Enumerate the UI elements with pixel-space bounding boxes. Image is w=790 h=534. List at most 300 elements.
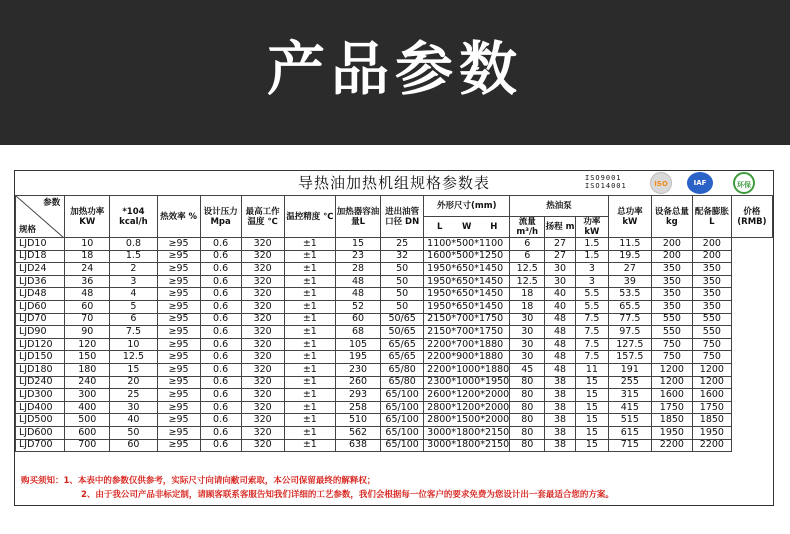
table-cell: ≥95 xyxy=(157,426,200,439)
table-cell: 25 xyxy=(110,389,157,402)
table-cell: 320 xyxy=(241,401,284,414)
table-cell: 15 xyxy=(335,238,380,251)
table-cell: 36 xyxy=(65,275,110,288)
table-cell: ±1 xyxy=(284,426,335,439)
table-cell: 6 xyxy=(510,250,545,263)
table-cell: 320 xyxy=(241,288,284,301)
table-cell: 258 xyxy=(335,401,380,414)
table-cell: 320 xyxy=(241,363,284,376)
table-cell: 80 xyxy=(510,376,545,389)
dim-w-label: W xyxy=(462,222,472,232)
table-cell: 200 xyxy=(651,238,692,251)
table-cell: ±1 xyxy=(284,439,335,452)
table-cell: 195 xyxy=(335,351,380,364)
dim-l-label: L xyxy=(437,222,443,232)
table-cell: 293 xyxy=(335,389,380,402)
spec-table xyxy=(15,195,773,452)
table-cell: 30 xyxy=(510,313,545,326)
table-row xyxy=(16,313,773,326)
table-cell: 12.5 xyxy=(110,351,157,364)
table-cell: 157.5 xyxy=(608,351,651,364)
table-cell: ±1 xyxy=(284,389,335,402)
table-cell: 1750 xyxy=(651,401,692,414)
purchase-notes xyxy=(15,471,773,507)
table-cell: 65/100 xyxy=(381,389,424,402)
table-cell: 18 xyxy=(65,250,110,263)
table-cell: ±1 xyxy=(284,414,335,427)
table-cell: 5.5 xyxy=(575,288,608,301)
table-cell: 320 xyxy=(241,439,284,452)
col-dim-lwh xyxy=(424,217,510,238)
table-cell: 15 xyxy=(575,414,608,427)
table-cell: 1850 xyxy=(692,414,731,427)
table-cell: 48 xyxy=(545,313,576,326)
table-cell: 1750 xyxy=(692,401,731,414)
table-cell: 2800*1200*2000 xyxy=(424,401,510,414)
table-cell: 1.5 xyxy=(575,238,608,251)
table-cell: 320 xyxy=(241,414,284,427)
table-cell: 10 xyxy=(110,338,157,351)
table-row xyxy=(16,263,773,276)
iso-line: ISO9001 xyxy=(585,174,622,182)
model-label: 规格 xyxy=(19,225,37,235)
table-row xyxy=(16,300,773,313)
table-cell: ±1 xyxy=(284,313,335,326)
table-cell: 40 xyxy=(110,414,157,427)
table-cell: 18 xyxy=(510,300,545,313)
table-cell: 1950 xyxy=(692,426,731,439)
table-cell: 0.6 xyxy=(200,426,241,439)
model-cell: LJD600 xyxy=(16,426,65,439)
table-cell: 30 xyxy=(510,338,545,351)
iso-certifications xyxy=(585,174,627,190)
table-cell: 3000*1800*2150 xyxy=(424,426,510,439)
model-cell: LJD150 xyxy=(16,351,65,364)
table-cell: 1950*650*1450 xyxy=(424,288,510,301)
table-cell: 80 xyxy=(510,439,545,452)
table-cell: 65/100 xyxy=(381,414,424,427)
table-cell: 562 xyxy=(335,426,380,439)
col-lift: 扬程 m xyxy=(545,217,576,238)
table-cell: 320 xyxy=(241,313,284,326)
table-cell: 1200 xyxy=(692,363,731,376)
table-cell: 350 xyxy=(651,275,692,288)
table-cell: ≥95 xyxy=(157,414,200,427)
table-cell: ±1 xyxy=(284,300,335,313)
table-cell: 230 xyxy=(335,363,380,376)
table-cell: 615 xyxy=(608,426,651,439)
table-cell: 50 xyxy=(110,426,157,439)
table-cell: 65/65 xyxy=(381,351,424,364)
table-cell: 77.5 xyxy=(608,313,651,326)
table-cell: 0.8 xyxy=(110,238,157,251)
table-cell: ≥95 xyxy=(157,338,200,351)
header-banner xyxy=(0,0,790,145)
table-cell: 500 xyxy=(65,414,110,427)
table-row xyxy=(16,439,773,452)
table-cell: ≥95 xyxy=(157,401,200,414)
col-pump: 热油泵 xyxy=(510,196,608,217)
table-cell: ≥95 xyxy=(157,238,200,251)
note-line-2: 2、由于我公司产品非标定制，请顾客联系客服告知我们详细的工艺参数，我们会根据每一位客户的要求免费为您设计出一套最适合您的方案。 xyxy=(81,490,614,500)
model-cell: LJD300 xyxy=(16,389,65,402)
table-cell: 320 xyxy=(241,376,284,389)
table-cell: 638 xyxy=(335,439,380,452)
table-cell: 45 xyxy=(510,363,545,376)
table-cell: 320 xyxy=(241,263,284,276)
table-cell: 3 xyxy=(575,263,608,276)
table-row xyxy=(16,426,773,439)
table-cell: 300 xyxy=(65,389,110,402)
table-cell: 2800*1500*2000 xyxy=(424,414,510,427)
table-cell: 15 xyxy=(575,426,608,439)
table-cell: 2200*900*1880 xyxy=(424,351,510,364)
table-cell: ≥95 xyxy=(157,263,200,276)
table-cell: 150 xyxy=(65,351,110,364)
table-cell: 127.5 xyxy=(608,338,651,351)
table-cell: 0.6 xyxy=(200,275,241,288)
table-cell: 1950*650*1450 xyxy=(424,263,510,276)
table-cell: 0.6 xyxy=(200,238,241,251)
table-cell: ±1 xyxy=(284,363,335,376)
table-cell: 28 xyxy=(335,263,380,276)
table-cell: ≥95 xyxy=(157,351,200,364)
table-cell: 65/100 xyxy=(381,439,424,452)
table-row xyxy=(16,288,773,301)
table-cell: 50 xyxy=(381,263,424,276)
table-cell: 27 xyxy=(545,238,576,251)
model-cell: LJD24 xyxy=(16,263,65,276)
col-flow: 流量 m³/h xyxy=(510,217,545,238)
table-cell: 27 xyxy=(545,250,576,263)
table-header-bar xyxy=(15,171,773,195)
table-cell: 260 xyxy=(335,376,380,389)
note-line-1: 购买须知：1、本表中的参数仅供参考，实际尺寸向请向敝司索取，本公司保留最终的解释权； xyxy=(21,476,376,486)
table-cell: 550 xyxy=(692,313,731,326)
table-cell: 105 xyxy=(335,338,380,351)
table-cell: 6 xyxy=(510,238,545,251)
table-cell: ±1 xyxy=(284,288,335,301)
col-thermal-eff: 热效率 % xyxy=(157,196,200,238)
table-cell: 750 xyxy=(692,338,731,351)
col-total-power: 总功率 kW xyxy=(608,196,651,238)
table-cell: 60 xyxy=(110,439,157,452)
table-cell: 1600 xyxy=(651,389,692,402)
table-cell: ≥95 xyxy=(157,439,200,452)
environmental-logo-icon: 环保 xyxy=(733,172,755,194)
table-cell: 11 xyxy=(575,363,608,376)
table-title: 导热油加热机组规格参数表 xyxy=(297,174,490,192)
table-cell: 3000*1800*2150 xyxy=(424,439,510,452)
dim-h-label: H xyxy=(490,222,498,232)
table-cell: 15 xyxy=(575,401,608,414)
table-row xyxy=(16,363,773,376)
table-row xyxy=(16,326,773,339)
table-cell: 52 xyxy=(335,300,380,313)
table-cell: 30 xyxy=(545,275,576,288)
table-cell: 350 xyxy=(692,300,731,313)
table-cell: 3 xyxy=(110,275,157,288)
table-row xyxy=(16,238,773,251)
table-cell: 18 xyxy=(510,288,545,301)
col-pump-power: 功率 kW xyxy=(575,217,608,238)
table-cell: 550 xyxy=(692,326,731,339)
table-cell: 2300*1000*1950 xyxy=(424,376,510,389)
table-cell: 750 xyxy=(651,351,692,364)
table-cell: 2150*700*1750 xyxy=(424,313,510,326)
table-cell: 80 xyxy=(510,401,545,414)
table-cell: 1.5 xyxy=(110,250,157,263)
table-cell: 48 xyxy=(545,351,576,364)
table-cell: 320 xyxy=(241,326,284,339)
table-cell: 2150*700*1750 xyxy=(424,326,510,339)
table-cell: 4 xyxy=(110,288,157,301)
table-cell: 68 xyxy=(335,326,380,339)
table-cell: 65/80 xyxy=(381,376,424,389)
table-cell: 30 xyxy=(510,351,545,364)
table-cell: 60 xyxy=(65,300,110,313)
table-cell: 40 xyxy=(545,288,576,301)
table-row xyxy=(16,351,773,364)
table-cell: 30 xyxy=(510,326,545,339)
table-cell: 40 xyxy=(545,300,576,313)
table-cell: ≥95 xyxy=(157,250,200,263)
table-cell: 24 xyxy=(65,263,110,276)
table-cell: 12.5 xyxy=(510,263,545,276)
table-cell: 10 xyxy=(65,238,110,251)
model-cell: LJD400 xyxy=(16,401,65,414)
table-cell: 48 xyxy=(545,338,576,351)
table-cell: 350 xyxy=(692,288,731,301)
table-row xyxy=(16,250,773,263)
model-cell: LJD120 xyxy=(16,338,65,351)
model-cell: LJD60 xyxy=(16,300,65,313)
table-cell: ≥95 xyxy=(157,275,200,288)
table-cell: 550 xyxy=(651,313,692,326)
table-cell: ≥95 xyxy=(157,389,200,402)
table-cell: ±1 xyxy=(284,338,335,351)
table-row xyxy=(16,275,773,288)
table-cell: 15 xyxy=(575,439,608,452)
table-cell: 30 xyxy=(545,263,576,276)
table-cell: 0.6 xyxy=(200,363,241,376)
table-row xyxy=(16,376,773,389)
table-cell: 200 xyxy=(651,250,692,263)
table-cell: 38 xyxy=(545,376,576,389)
table-cell: 7.5 xyxy=(575,351,608,364)
table-cell: 38 xyxy=(545,389,576,402)
model-cell: LJD90 xyxy=(16,326,65,339)
col-design-pressure: 设计压力 Mpa xyxy=(200,196,241,238)
table-cell: 350 xyxy=(692,275,731,288)
model-cell: LJD700 xyxy=(16,439,65,452)
table-cell: 320 xyxy=(241,426,284,439)
table-cell: 38 xyxy=(545,414,576,427)
table-cell: 39 xyxy=(608,275,651,288)
table-cell: 0.6 xyxy=(200,250,241,263)
model-cell: LJD180 xyxy=(16,363,65,376)
table-cell: 7.5 xyxy=(575,338,608,351)
table-cell: 50/65 xyxy=(381,313,424,326)
table-cell: 1950*650*1450 xyxy=(424,275,510,288)
table-cell: ≥95 xyxy=(157,288,200,301)
table-cell: 320 xyxy=(241,250,284,263)
table-cell: 80 xyxy=(510,389,545,402)
table-cell: ±1 xyxy=(284,351,335,364)
model-cell: LJD500 xyxy=(16,414,65,427)
table-cell: 38 xyxy=(545,439,576,452)
col-expansion-tank: 配备膨胀L xyxy=(692,196,731,238)
table-cell: 7.5 xyxy=(575,326,608,339)
table-cell: 48 xyxy=(545,326,576,339)
col-heating-power: 加热功率KW xyxy=(65,196,110,238)
table-cell: 2 xyxy=(110,263,157,276)
table-cell: 1600*500*1250 xyxy=(424,250,510,263)
table-cell: 38 xyxy=(545,401,576,414)
col-kcal: *104 kcal/h xyxy=(110,196,157,238)
model-cell: LJD240 xyxy=(16,376,65,389)
table-cell: ≥95 xyxy=(157,363,200,376)
table-cell: 350 xyxy=(651,263,692,276)
table-cell: 1950*650*1450 xyxy=(424,300,510,313)
table-cell: 715 xyxy=(608,439,651,452)
table-cell: 15 xyxy=(575,389,608,402)
table-cell: 255 xyxy=(608,376,651,389)
table-cell: 15 xyxy=(575,376,608,389)
table-cell: 80 xyxy=(510,414,545,427)
table-cell: 65/80 xyxy=(381,363,424,376)
table-cell: 0.6 xyxy=(200,401,241,414)
table-cell: 1200 xyxy=(692,376,731,389)
table-row xyxy=(16,414,773,427)
table-cell: 320 xyxy=(241,300,284,313)
table-cell: 50 xyxy=(381,300,424,313)
table-cell: 350 xyxy=(651,288,692,301)
model-cell: LJD10 xyxy=(16,238,65,251)
table-cell: 0.6 xyxy=(200,414,241,427)
table-row xyxy=(16,389,773,402)
table-cell: 2200 xyxy=(651,439,692,452)
table-cell: 20 xyxy=(110,376,157,389)
table-cell: 97.5 xyxy=(608,326,651,339)
table-cell: 1200 xyxy=(651,363,692,376)
table-cell: 48 xyxy=(65,288,110,301)
table-cell: 50 xyxy=(381,288,424,301)
table-cell: 5.5 xyxy=(575,300,608,313)
table-cell: ±1 xyxy=(284,401,335,414)
model-cell: LJD18 xyxy=(16,250,65,263)
table-cell: 0.6 xyxy=(200,389,241,402)
table-cell: 320 xyxy=(241,275,284,288)
table-cell: 0.6 xyxy=(200,439,241,452)
col-price: 价格 (RMB) xyxy=(731,196,772,238)
table-cell: 23 xyxy=(335,250,380,263)
table-cell: 1.5 xyxy=(575,250,608,263)
table-cell: ≥95 xyxy=(157,300,200,313)
table-cell: 2200*1000*1880 xyxy=(424,363,510,376)
model-cell: LJD48 xyxy=(16,288,65,301)
table-cell: 15 xyxy=(110,363,157,376)
table-cell: 27 xyxy=(608,263,651,276)
table-cell: 30 xyxy=(110,401,157,414)
table-cell: 0.6 xyxy=(200,351,241,364)
table-row xyxy=(16,401,773,414)
table-cell: 350 xyxy=(651,300,692,313)
table-cell: 6 xyxy=(110,313,157,326)
table-cell: 65/65 xyxy=(381,338,424,351)
table-cell: ±1 xyxy=(284,376,335,389)
table-cell: ±1 xyxy=(284,238,335,251)
table-cell: 1850 xyxy=(651,414,692,427)
table-cell: 0.6 xyxy=(200,326,241,339)
table-cell: 400 xyxy=(65,401,110,414)
table-cell: 415 xyxy=(608,401,651,414)
page-title: 产品参数 xyxy=(266,35,523,103)
table-cell: 0.6 xyxy=(200,288,241,301)
table-cell: 65/100 xyxy=(381,426,424,439)
table-cell: 510 xyxy=(335,414,380,427)
table-cell: 315 xyxy=(608,389,651,402)
table-cell: 7.5 xyxy=(110,326,157,339)
table-cell: 0.6 xyxy=(200,300,241,313)
iso-logo-icon: ISO xyxy=(650,172,672,194)
table-cell: 120 xyxy=(65,338,110,351)
spec-table-body xyxy=(16,238,773,452)
table-cell: 48 xyxy=(545,363,576,376)
table-cell: 350 xyxy=(692,263,731,276)
table-cell: 25 xyxy=(381,238,424,251)
table-cell: 320 xyxy=(241,238,284,251)
table-cell: 1600 xyxy=(692,389,731,402)
table-cell: 515 xyxy=(608,414,651,427)
table-cell: 240 xyxy=(65,376,110,389)
table-cell: 90 xyxy=(65,326,110,339)
table-cell: 320 xyxy=(241,338,284,351)
table-cell: ≥95 xyxy=(157,376,200,389)
table-cell: 32 xyxy=(381,250,424,263)
table-cell: 80 xyxy=(510,426,545,439)
table-cell: 700 xyxy=(65,439,110,452)
table-cell: 65/100 xyxy=(381,401,424,414)
table-cell: 50/65 xyxy=(381,326,424,339)
table-cell: 19.5 xyxy=(608,250,651,263)
table-cell: 53.5 xyxy=(608,288,651,301)
table-cell: 2600*1200*2000 xyxy=(424,389,510,402)
col-temp-precision: 温控精度 ℃ xyxy=(284,196,335,238)
param-model-header xyxy=(16,196,65,238)
table-cell: 65.5 xyxy=(608,300,651,313)
col-heater-volume: 加热器容油量L xyxy=(335,196,380,238)
table-cell: ±1 xyxy=(284,326,335,339)
table-cell: 60 xyxy=(335,313,380,326)
table-cell: 550 xyxy=(651,326,692,339)
iaf-logo-icon: IAF xyxy=(687,172,713,194)
iso-line: ISO14001 xyxy=(585,182,627,190)
table-cell: 3 xyxy=(575,275,608,288)
table-cell: 0.6 xyxy=(200,313,241,326)
table-cell: 320 xyxy=(241,389,284,402)
col-max-temp: 最高工作温度 ℃ xyxy=(241,196,284,238)
table-cell: 0.6 xyxy=(200,338,241,351)
table-cell: ±1 xyxy=(284,263,335,276)
table-cell: 600 xyxy=(65,426,110,439)
table-cell: 48 xyxy=(335,275,380,288)
table-cell: ±1 xyxy=(284,250,335,263)
table-cell: 11.5 xyxy=(608,238,651,251)
table-cell: 2200*700*1880 xyxy=(424,338,510,351)
col-pipe-diameter: 进出油管口径 DN xyxy=(381,196,424,238)
spec-sheet xyxy=(14,170,774,506)
